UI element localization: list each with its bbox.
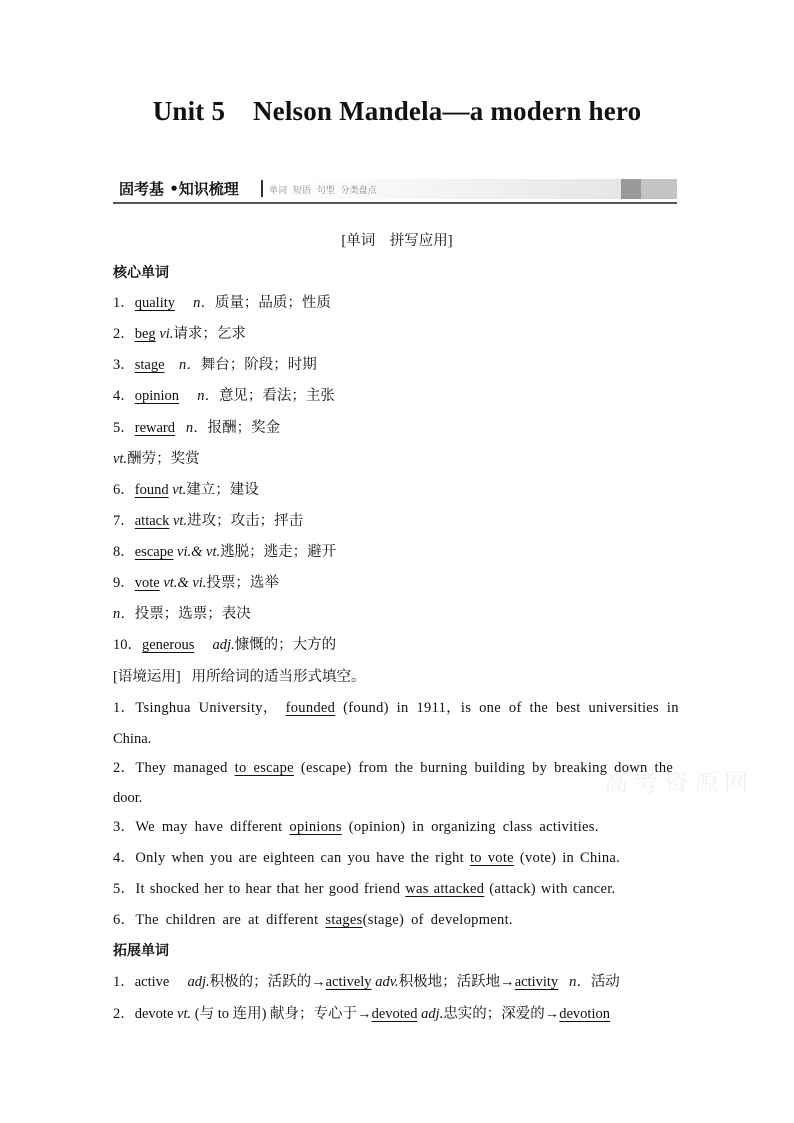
word-meaning: (与 to 连用) 献身；专心于→ bbox=[194, 1006, 372, 1022]
word-meaning: 酬劳；奖赏 bbox=[127, 451, 200, 467]
answer-word: activity bbox=[514, 974, 559, 990]
part-of-speech: vt.& vi. bbox=[163, 575, 207, 591]
list-item bbox=[113, 325, 246, 343]
sentence-before: Tsinghua University， bbox=[135, 700, 278, 716]
list-item bbox=[113, 419, 280, 437]
item-number: 2． bbox=[113, 1006, 135, 1022]
answer-word: opinion bbox=[134, 388, 180, 404]
item-number: 2． bbox=[113, 326, 135, 342]
list-item bbox=[113, 1005, 610, 1023]
item-number: 2． bbox=[113, 760, 136, 776]
exercise-item bbox=[113, 849, 620, 867]
list-item bbox=[113, 605, 251, 623]
part-of-speech: vt. bbox=[173, 513, 188, 529]
word-meaning: 舞台；阶段；时期 bbox=[200, 357, 317, 373]
part-of-speech: n． bbox=[569, 974, 591, 990]
section-banner bbox=[113, 177, 677, 204]
word-meaning: 建立；建设 bbox=[186, 482, 259, 498]
answer-word: attack bbox=[134, 513, 170, 529]
item-number: 9． bbox=[113, 575, 135, 591]
item-number: 4． bbox=[113, 388, 135, 404]
base-word: active bbox=[134, 974, 170, 990]
item-number: 3． bbox=[113, 357, 135, 373]
answer-word: stage bbox=[134, 357, 165, 373]
answer-word: found bbox=[134, 482, 169, 498]
word-meaning: 积极的；活跃的→ bbox=[209, 974, 326, 990]
exercise-continuation: China. bbox=[113, 731, 152, 747]
item-number: 10． bbox=[113, 637, 142, 653]
banner-divider bbox=[261, 180, 263, 197]
core-words-heading: 核心单词 bbox=[113, 265, 169, 281]
sentence-after: (stage) of development. bbox=[362, 912, 513, 928]
answer-word: beg bbox=[134, 326, 156, 342]
item-number: 6． bbox=[113, 912, 136, 928]
exercise-item bbox=[113, 880, 615, 898]
list-item bbox=[113, 356, 317, 374]
section-title: [单词 拼写应用] bbox=[341, 233, 453, 249]
answer-word: devoted bbox=[371, 1006, 418, 1022]
answer-word: quality bbox=[134, 295, 176, 311]
list-item bbox=[113, 636, 336, 654]
sentence-before: The children are at different bbox=[135, 912, 319, 928]
item-number: 1． bbox=[113, 700, 136, 716]
item-number: 1． bbox=[113, 295, 135, 311]
item-number: 8． bbox=[113, 544, 135, 560]
word-meaning: 投票；选举 bbox=[206, 575, 279, 591]
part-of-speech: adj. bbox=[421, 1006, 444, 1022]
word-meaning: 进攻；攻击；抨击 bbox=[187, 513, 304, 529]
list-item bbox=[113, 450, 200, 468]
sentence-after: (escape) from the burning building by breaking down the bbox=[300, 760, 674, 776]
answer-word: escape bbox=[134, 544, 174, 560]
item-number: 4． bbox=[113, 850, 136, 866]
part-of-speech: vt. bbox=[113, 451, 128, 467]
banner-subtitle: 单词 短语 句型 分类盘点 bbox=[269, 186, 377, 196]
base-word: devote bbox=[134, 1006, 174, 1022]
word-meaning: 逃脱；逃走；避开 bbox=[220, 544, 337, 560]
list-item bbox=[113, 294, 331, 312]
list-item bbox=[113, 512, 303, 530]
word-meaning: 活动 bbox=[590, 974, 620, 990]
item-number: 5． bbox=[113, 881, 136, 897]
item-number: 6． bbox=[113, 482, 135, 498]
word-meaning: 忠实的；深爱的→ bbox=[443, 1006, 560, 1022]
answer-word: vote bbox=[134, 575, 160, 591]
banner-dark-block bbox=[621, 179, 641, 199]
part-of-speech: vt. bbox=[177, 1006, 192, 1022]
part-of-speech: adj. bbox=[187, 974, 210, 990]
word-meaning: 报酬；奖金 bbox=[207, 420, 281, 436]
word-meaning: 质量；品质；性质 bbox=[214, 295, 331, 311]
part-of-speech: vi.& vt. bbox=[177, 544, 221, 560]
sentence-before: They managed bbox=[135, 760, 228, 776]
sentence-after: (vote) in China. bbox=[519, 850, 621, 866]
answer-blank: stages bbox=[325, 912, 363, 928]
word-meaning: 意见；看法；主张 bbox=[218, 388, 335, 404]
sentence-after: (opinion) in organizing class activities. bbox=[348, 819, 599, 835]
item-number: 5． bbox=[113, 420, 135, 436]
part-of-speech: vi. bbox=[159, 326, 174, 342]
word-meaning: 请求；乞求 bbox=[173, 326, 246, 342]
list-item bbox=[113, 543, 336, 561]
word-meaning: 慷慨的；大方的 bbox=[234, 637, 337, 653]
context-instruction-row bbox=[113, 668, 366, 686]
word-meaning: 投票；选票；表决 bbox=[134, 606, 251, 622]
list-item bbox=[113, 481, 259, 499]
watermark: 高考资源网 bbox=[604, 769, 754, 797]
part-of-speech: n． bbox=[193, 295, 215, 311]
answer-word: reward bbox=[134, 420, 176, 436]
sentence-after: (attack) with cancer. bbox=[489, 881, 616, 897]
page-title: Unit 5 Nelson Mandela—a modern hero bbox=[152, 96, 642, 126]
part-of-speech: n． bbox=[197, 388, 219, 404]
list-item bbox=[113, 574, 279, 592]
sentence-before: We may have different bbox=[135, 819, 283, 835]
part-of-speech: n． bbox=[113, 606, 135, 622]
list-item bbox=[113, 387, 335, 405]
sentence-before: Only when you are eighteen can you have the right bbox=[135, 850, 464, 866]
exercise-item bbox=[113, 911, 513, 929]
item-number: 7． bbox=[113, 513, 135, 529]
answer-word: devotion bbox=[559, 1006, 610, 1022]
context-instruction: 用所给词的适当形式填空。 bbox=[191, 669, 366, 685]
answer-blank: opinions bbox=[289, 819, 342, 835]
answer-word: generous bbox=[142, 637, 195, 653]
exercise-item bbox=[113, 818, 599, 836]
context-label: [语境运用] bbox=[113, 669, 181, 685]
part-of-speech: adj. bbox=[212, 637, 235, 653]
banner-title: 固考基 •知识梳理 bbox=[119, 180, 239, 198]
part-of-speech: vt. bbox=[172, 482, 187, 498]
item-number: 3． bbox=[113, 819, 136, 835]
part-of-speech: n． bbox=[179, 357, 201, 373]
exercise-continuation: door. bbox=[113, 790, 143, 806]
item-number: 1． bbox=[113, 974, 135, 990]
answer-blank: to vote bbox=[469, 850, 514, 866]
answer-word: actively bbox=[325, 974, 372, 990]
banner-grey-block bbox=[641, 179, 677, 199]
sentence-after: (found) in 1911，is one of the best universities in bbox=[343, 700, 679, 716]
word-meaning: 积极地；活跃地→ bbox=[398, 974, 515, 990]
answer-blank: to escape bbox=[234, 760, 294, 776]
answer-blank: was attacked bbox=[405, 881, 485, 897]
list-item bbox=[113, 973, 620, 991]
answer-blank: founded bbox=[285, 700, 336, 716]
sentence-before: It shocked her to hear that her good friend bbox=[135, 881, 401, 897]
extended-words-heading: 拓展单词 bbox=[113, 943, 169, 959]
exercise-item bbox=[113, 759, 673, 777]
part-of-speech: adv. bbox=[375, 974, 399, 990]
part-of-speech: n． bbox=[185, 420, 208, 436]
exercise-item bbox=[113, 699, 679, 717]
